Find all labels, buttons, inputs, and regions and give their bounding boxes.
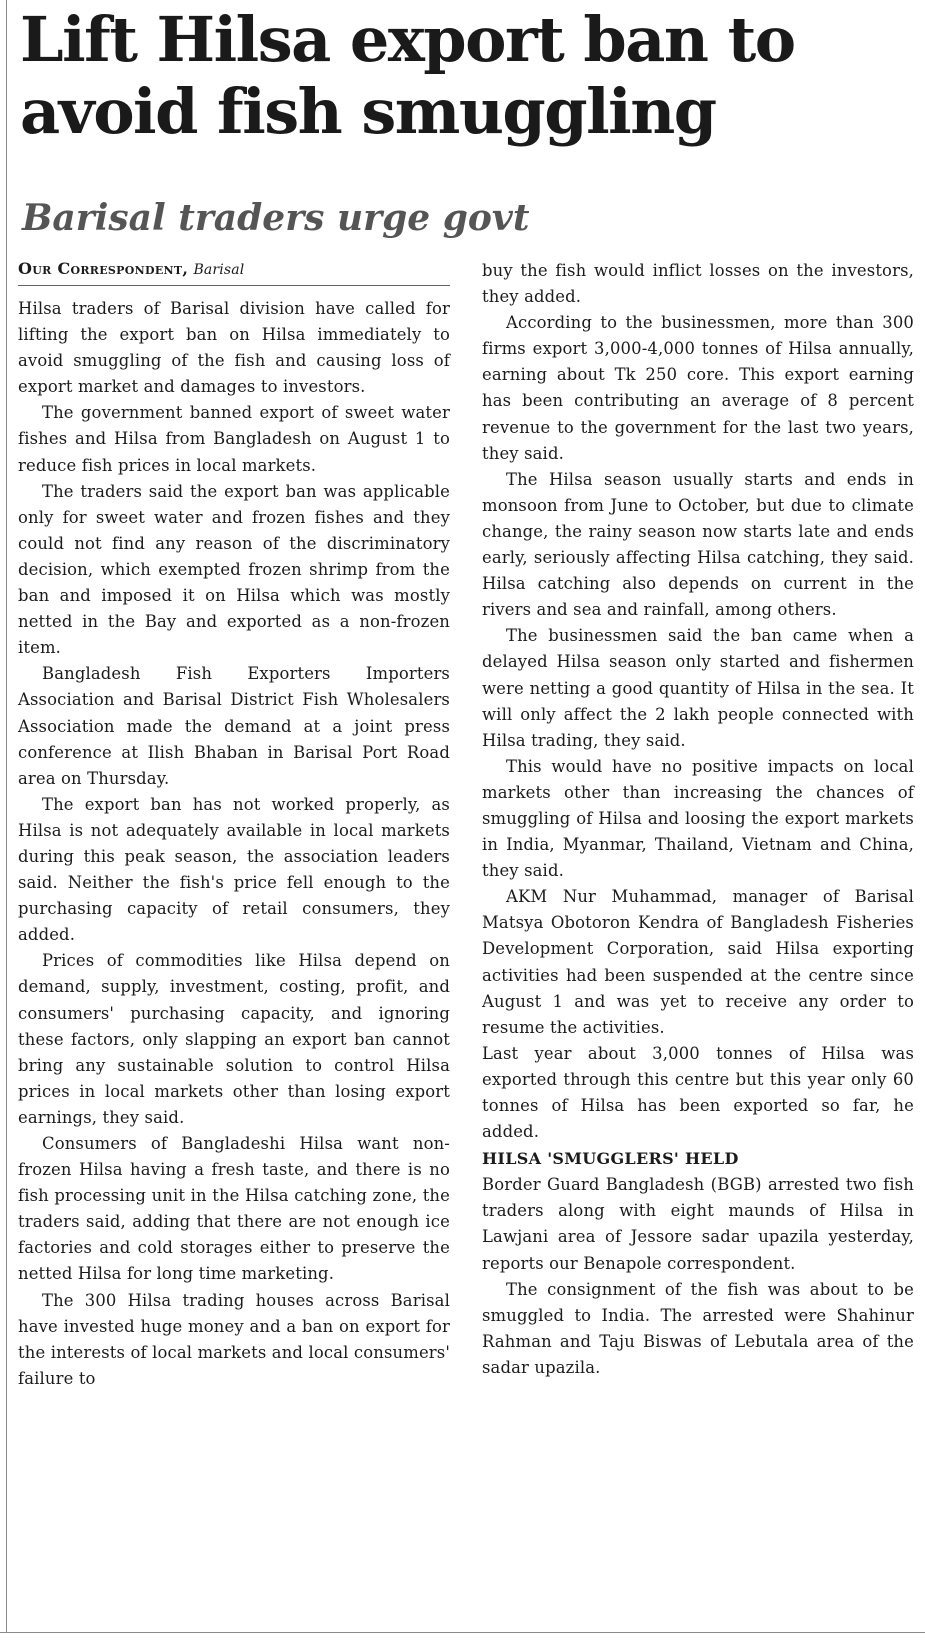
headline: Lift Hilsa export ban to avoid fish smuggling	[20, 3, 795, 148]
paragraph: AKM Nur Muhammad, manager of Barisal Matsya Obotoron Kendra of Bangladesh Fisheries Development Corporation, said Hilsa exporting activities had been suspended at the centre since August 1 and was yet to receive any order to resume the activities.	[482, 887, 914, 1037]
paragraph: This would have no positive impacts on local markets other than increasing the chances of smuggling of Hilsa and loosing the export markets in India, Myanmar, Thailand, Vietnam and China, they said.	[482, 756, 914, 881]
paragraph: According to the businessmen, more than 300 firms export 3,000-4,000 tonnes of Hilsa annually, earning about Tk 250 core. This export earning has been contributing an average of 8 percent revenue to the government for the last two years, they said.	[482, 313, 914, 463]
paragraph: The traders said the export ban was applicable only for sweet water and frozen fishes and they could not find any reason of the discriminatory decision, which exempted frozen shrimp from the ban and imposed it on Hilsa which was mostly netted in the Bay and exported as a non-frozen item.	[18, 481, 450, 658]
paragraph-continued: buy the fish would inflict losses on the investors, they added.	[482, 261, 914, 307]
article-body	[18, 258, 914, 1392]
paragraph: The businessmen said the ban came when a delayed Hilsa season only started and fishermen were netting a good quantity of Hilsa in the sea. It will only affect the 2 lakh people connected with Hilsa trading, they said.	[482, 626, 914, 750]
paragraph: The government banned export of sweet water fishes and Hilsa from Bangladesh on August 1 to reduce fish prices in local markets.	[18, 403, 450, 475]
byline	[18, 258, 450, 286]
paragraph: Hilsa traders of Barisal division have called for lifting the export ban on Hilsa immediately to avoid smuggling of the fish and causing loss of export market and damages to investors.	[18, 299, 450, 397]
paragraph: The export ban has not worked properly, as Hilsa is not adequately available in local markets during this peak season, the association leaders said. Neither the fish's price fell enough to the purchasing capacity of retail consumers, they added.	[18, 794, 450, 945]
paragraph: The 300 Hilsa trading houses across Barisal have invested huge money and a ban on export for the interests of local markets and local consumers' failure to	[18, 1290, 450, 1388]
paragraph: Consumers of Bangladeshi Hilsa want non-frozen Hilsa having a fresh taste, and there is no fish processing unit in the Hilsa catching zone, the traders said, adding that there are not enough ice factories and cold storages either to preserve the netted Hilsa for long time marketing.	[18, 1134, 450, 1284]
column-right	[482, 258, 914, 1392]
sidebar-heading: HILSA 'SMUGGLERS' HELD	[482, 1149, 739, 1169]
column-left	[18, 258, 450, 1392]
subheadline: Barisal traders urge govt	[22, 197, 530, 239]
byline-place: Barisal	[193, 262, 245, 278]
left-column-rule	[6, 0, 7, 1632]
sidebar-paragraph: Border Guard Bangladesh (BGB) arrested two fish traders along with eight maunds of Hilsa in Lawjani area of Jessore sadar upazila yesterday, reports our Benapole correspondent.	[482, 1175, 914, 1273]
sidebar-paragraph: The consignment of the fish was about to be smuggled to India. The arrested were Shahinur Rahman and Taju Biswas of Lebutala area of the sadar upazila.	[482, 1279, 914, 1377]
bottom-rule	[0, 1632, 925, 1633]
paragraph: The Hilsa season usually starts and ends in monsoon from June to October, but due to climate change, the rainy season now starts late and ends early, seriously affecting Hilsa catching, they said. Hilsa catching also depends on current in the rivers and sea and rainfall, among others.	[482, 469, 914, 620]
paragraph: Last year about 3,000 tonnes of Hilsa was exported through this centre but this year only 60 tonnes of Hilsa has been exported so far, he added.	[482, 1043, 914, 1142]
paragraph: Bangladesh Fish Exporters Importers Association and Barisal District Fish Wholesalers Association made the demand at a joint press conference at Ilish Bhaban in Barisal Port Road area on Thursday.	[18, 664, 450, 788]
paragraph: Prices of commodities like Hilsa depend on demand, supply, investment, costing, profit, and consumers' purchasing capacity, and ignoring these factors, only slapping an export ban cannot bring any sustainable solution to control Hilsa prices in local markets other than losing export earnings, they said.	[18, 951, 450, 1127]
byline-name: Our Correspondent,	[18, 259, 189, 278]
